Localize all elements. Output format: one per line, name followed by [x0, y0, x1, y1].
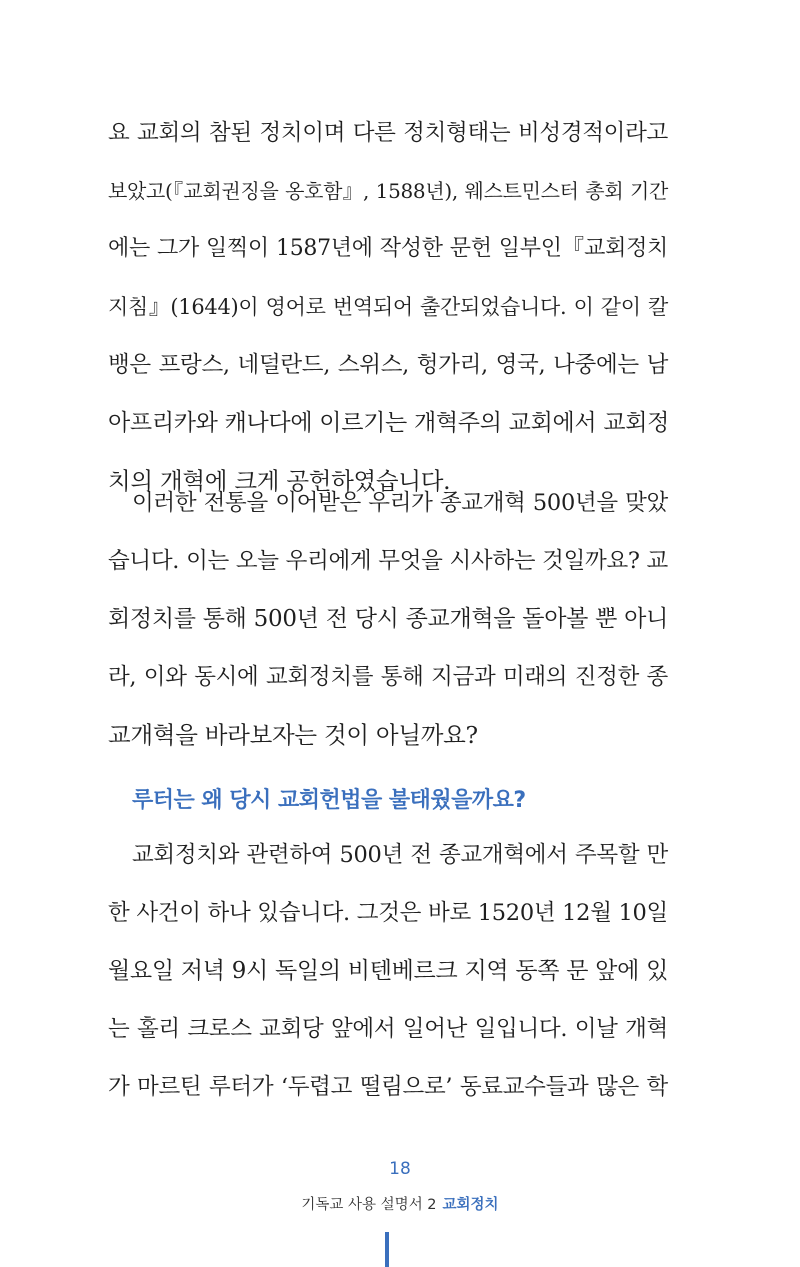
text-line: 교회정치와 관련하여 500년 전 종교개혁에서 주목할 만 — [132, 842, 668, 868]
text-line: 습니다. 이는 오늘 우리에게 무엇을 시사하는 것일까요? 교 — [108, 548, 668, 574]
section-heading: 루터는 왜 당시 교회헌법을 불태웠을까요? — [132, 788, 526, 813]
text-line: 요 교회의 참된 정치이며 다른 정치형태는 비성경적이라고 — [108, 120, 668, 146]
text-line: 아프리카와 캐나다에 이르기는 개혁주의 교회에서 교회정 — [108, 410, 670, 436]
paragraph-1 — [108, 104, 668, 510]
book-topic-title: 교회정치 — [442, 1197, 499, 1213]
text-line: 월요일 저녁 9시 독일의 비텐베르크 지역 동쪽 문 앞에 있 — [108, 958, 668, 984]
text-line: 보았고(『교회권징을 옹호함』, 1588년), 웨스트민스터 총회 기간 — [108, 179, 668, 203]
paragraph-3 — [108, 826, 668, 1116]
text-line: 한 사건이 하나 있습니다. 그것은 바로 1520년 12월 10일 — [108, 900, 668, 926]
text-line: 치의 개혁에 크게 공헌하였습니다. — [108, 467, 451, 495]
book-series-title: 기독교 사용 설명서 2 — [301, 1197, 437, 1213]
text-line: 지침』(1644)이 영어로 번역되어 출간되었습니다. 이 같이 칼 — [108, 295, 668, 319]
text-line: 는 홀리 크로스 교회당 앞에서 일어난 일입니다. 이날 개혁 — [108, 1016, 668, 1042]
footer-accent-bar — [385, 1232, 389, 1267]
text-line: 이러한 전통을 이어받은 우리가 종교개혁 500년을 맞았 — [132, 490, 668, 516]
paragraph-2 — [108, 474, 668, 764]
text-line: 라, 이와 동시에 교회정치를 통해 지금과 미래의 진정한 종 — [108, 664, 668, 690]
text-line: 교개혁을 바라보자는 것이 아닐까요? — [108, 721, 478, 749]
text-line: 가 마르틴 루터가 ‘두렵고 떨림으로’ 동료교수들과 많은 학 — [108, 1074, 668, 1100]
text-line: 회정치를 통해 500년 전 당시 종교개혁을 돌아볼 뿐 아니 — [108, 606, 668, 632]
text-line: 뱅은 프랑스, 네덜란드, 스위스, 헝가리, 영국, 나중에는 남 — [108, 352, 668, 378]
text-line: 에는 그가 일찍이 1587년에 작성한 문헌 일부인『교회정치 — [108, 236, 668, 261]
page-number: 18 — [389, 1159, 411, 1179]
running-footer — [0, 1193, 800, 1214]
